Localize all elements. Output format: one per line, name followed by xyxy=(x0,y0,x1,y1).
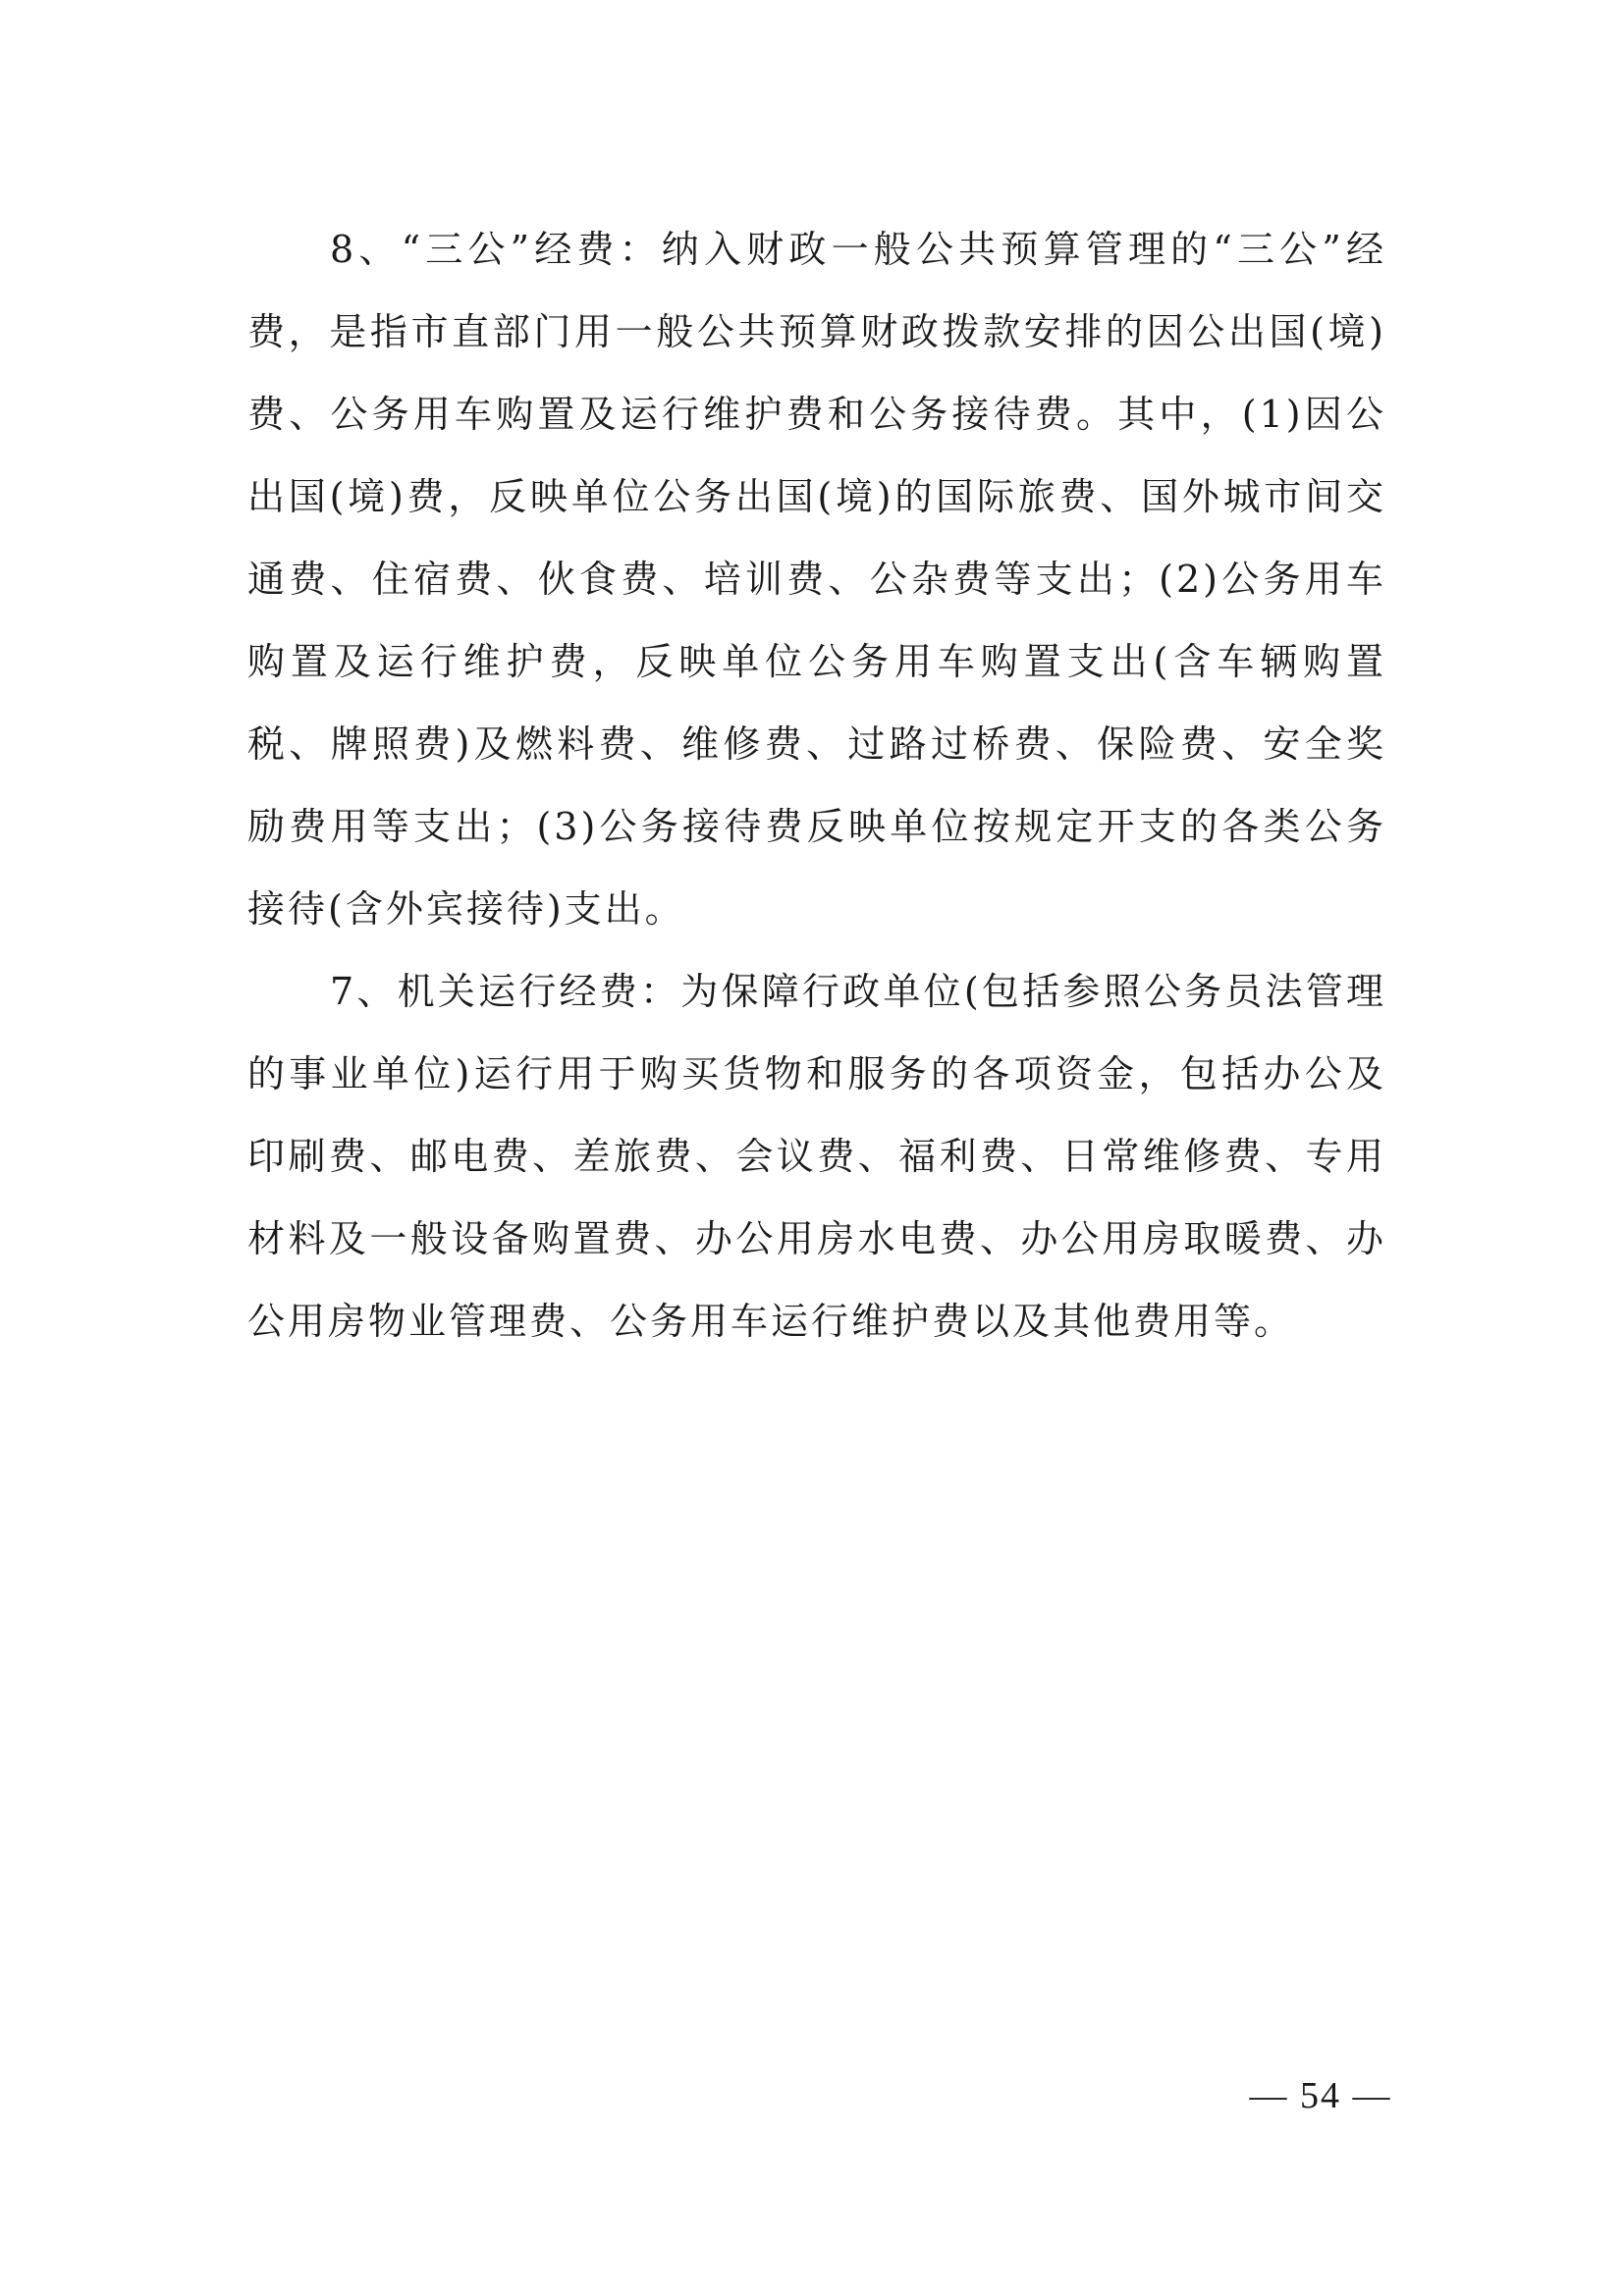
paragraph-three-public-expenses: 8、“三公”经费：纳入财政一般公共预算管理的“三公”经费，是指市直部门用一般公共预算财政拨款安排的因公出国(境)费、公务用车购置及运行维护费和公务接待费。其中，(1)因公出国(境)费，反映单位公务出国(境)的国际旅费、国外城市间交通费、住宿费、伙食费、培训费、公杂费等支出；(2)公务用车购置及运行维护费，反映单位公务用车购置支出(含车辆购置税、牌照费)及燃料费、维修费、过路过桥费、保险费、安全奖励费用等支出；(3)公务接待费反映单位按规定开支的各类公务接待(含外宾接待)支出。 xyxy=(247,228,1386,931)
page-number: — 54 — xyxy=(1249,2075,1392,2116)
paragraph-operating-expenses: 7、机关运行经费：为保障行政单位(包括参照公务员法管理的事业单位)运行用于购买货物和服务的各项资金，包括办公及印刷费、邮电费、差旅费、会议费、福利费、日常维修费、专用材料及一般设备购置费、办公用房水电费、办公用房取暖费、办公用房物业管理费、公务用车运行维护费以及其他费用等。 xyxy=(247,970,1386,1343)
document-body xyxy=(247,208,1386,1362)
